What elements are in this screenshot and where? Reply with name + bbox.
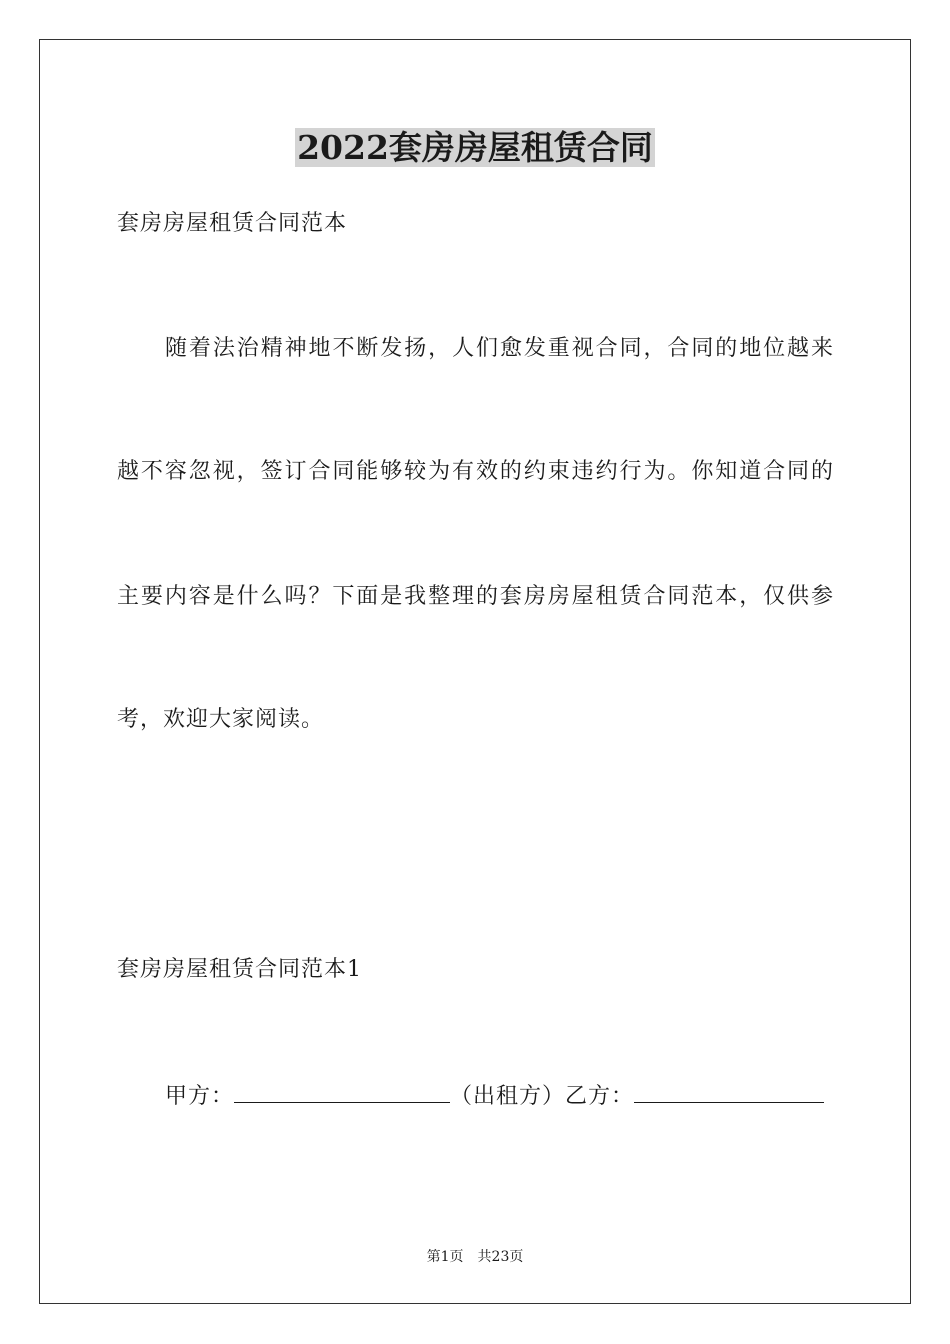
party-b-blank[interactable] [634,1080,824,1103]
intro-line-2: 越不容忽视，签订合同能够较为有效的约束违约行为。你知道合同的 [117,459,833,484]
title-highlight: 2022套房房屋租赁合同 [297,128,653,167]
intro-line-4: 考，欢迎大家阅读。 [117,707,325,732]
party-b-label: 乙方： [565,1084,635,1109]
intro-line-1: 随着法治精神地不断发扬，人们愈发重视合同，合同的地位越来 [165,336,833,361]
party-line [165,1080,824,1112]
party-a-role: （出租方） [450,1084,566,1109]
document-title [0,126,950,170]
party-a-blank[interactable] [234,1080,450,1103]
party-a-label: 甲方： [165,1084,235,1109]
page-footer: 第1页 共23页 [426,1249,524,1265]
intro-line-3: 主要内容是什么吗？下面是我整理的套房房屋租赁合同范本，仅供参 [117,584,833,609]
section-heading: 套房房屋租赁合同范本1 [117,957,362,982]
subtitle: 套房房屋租赁合同范本 [117,211,348,236]
